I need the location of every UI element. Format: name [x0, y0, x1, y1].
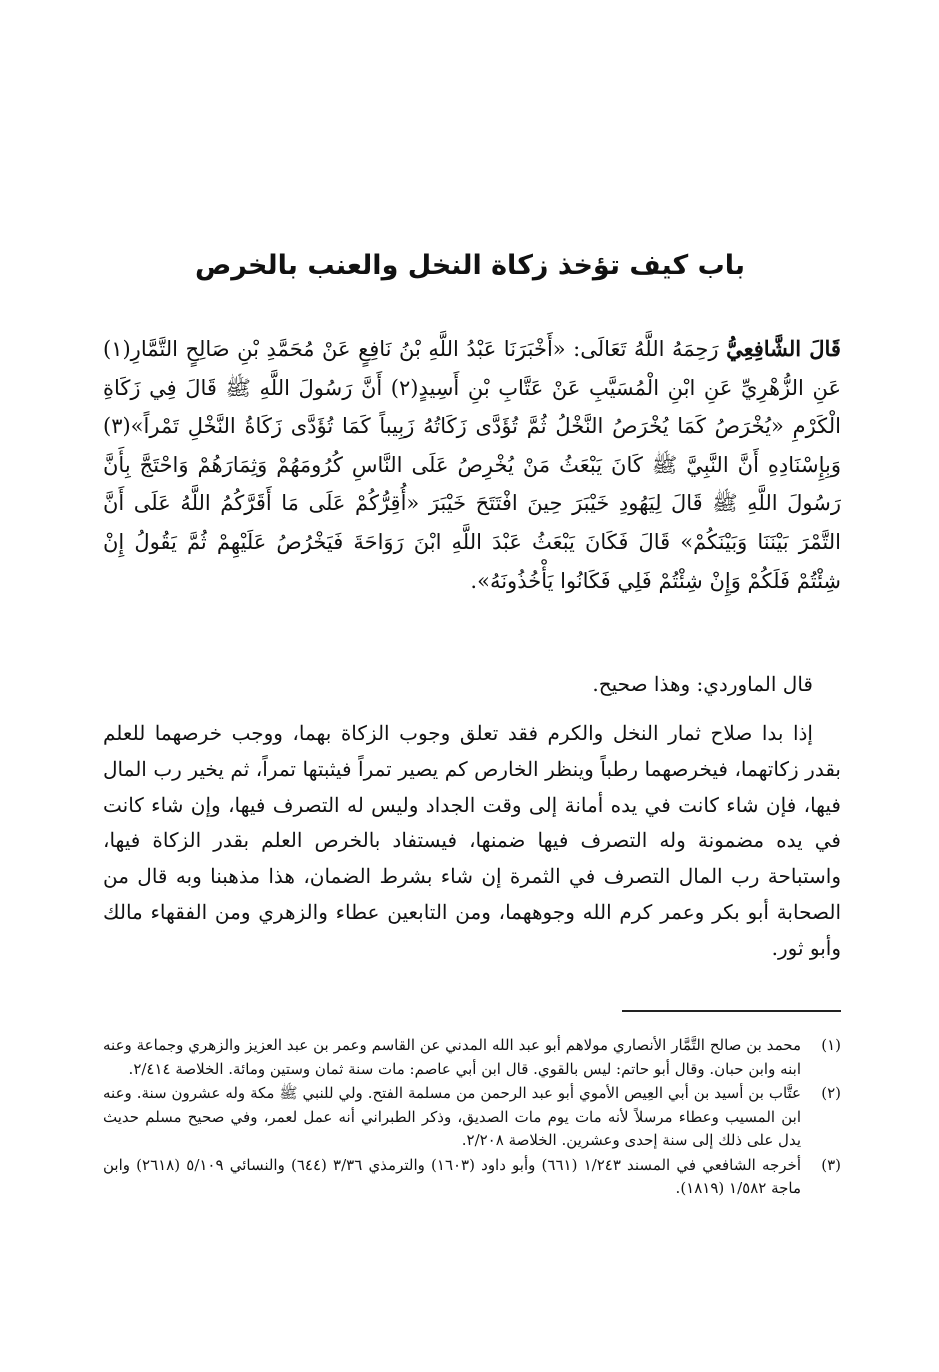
hadith-lead: قَالَ الشَّافِعِيُّ [726, 336, 841, 361]
footnotes [103, 1034, 841, 1202]
commentary-paragraph [103, 716, 841, 967]
footnote-text: عتَّاب بن أسيد بن أبي العِيص الأموي أبو عبد الرحمن من مسلمة الفتح. ولي للنبي ﷺ مكة وله عشرون سنة. وعنه ابن المسيب وعطاء مرسلاً لأنه مات يوم مات الصديق، وذكر الطبراني أنه عمل لعمر، وفي صحيح مسلم حديث يدل على ذلك إلى سنة إحدى وعشرين. الخلاصة ٢/٢٠٨. [103, 1084, 801, 1149]
commentary-text: إذا بدا صلاح ثمار النخل والكرم فقد تعلق وجوب الزكاة بهما، ووجب خرصهما للعلم بقدر زكاتهما، فيخرصهما رطباً وينظر الخارص كم يصير تمراً فيثبتها تمراً، ثم يخير رب المال فيها، فإن شاء كانت في يده أمانة إلى وقت الجداد وليس له التصرف فيها، وإن شاء كانت في يده مضمونة وله التصرف فيها ضمنها، فيستفاد بالخرص العلم بقدر الزكاة فيها، واستباحة رب المال التصرف في الثمرة إن شاء بشرط الضمان، هذا مذهبنا وبه قال من الصحابة أبو بكر وعمر كرم الله وجوههما، ومن التابعين عطاء والزهري ومن الفقهاء مالك وأبو ثور. [103, 721, 842, 960]
footnote-number: (١) [821, 1036, 841, 1054]
hadith-text: رَحِمَهُ اللَّهُ تَعَالَى: «أَخْبَرَنَا عَبْدُ اللَّهِ بْنُ نَافِعٍ عَنْ مُحَمَّدِ بْنِ صَالِحٍ التَّمَّارِ(١) عَنِ الزُّهْرِيِّ عَنِ ابْنِ الْمُسَيَّبِ عَنْ عَتَّابِ بْنِ أَسِيدٍ(٢) أَنَّ رَسُولَ اللَّهِ ﷺ قَالَ فِي زَكَاةِ الْكَرْمِ «يُخْرَصُ كَمَا يُخْرَصُ النَّخْلُ ثُمَّ تُؤَدَّى زَكَاتُهُ زَبِيباً كَمَا تُؤَدَّى زَكَاةُ النَّخْلِ تَمْراً»(٣) وَبِإِسْنَادِهِ أَنَّ النَّبِيَّ ﷺ كَانَ يَبْعَثُ مَنْ يُخْرِصُ عَلَى النَّاسِ كُرُومَهُمْ وَثِمَارَهُمْ وَاحْتَجَّ بِأَنَّ رَسُولَ اللَّهِ ﷺ قَالَ لِيَهُودِ خَيْبَرَ حِينَ افْتَتَحَ خَيْبَرَ «أُقِرُّكُمْ عَلَى مَا أَقَرَّكُمُ اللَّهُ عَلَى أَنَّ التَّمْرَ بَيْنَنَا وَبَيْنَكُمْ» قَالَ فَكَانَ يَبْعَثُ عَبْدَ اللَّهِ ابْنَ رَوَاحَةَ فَيَخْرُصُ عَلَيْهِمْ ثُمَّ يَقُولُ إِنْ شِئْتُمْ فَلَكُمْ وَإِنْ شِئْتُمْ فَلِي فَكَانُوا يَأْخُذُونَهُ». [103, 337, 841, 593]
footnote [103, 1082, 841, 1153]
chapter-title: باب كيف تؤخذ زكاة النخل والعنب بالخرص [194, 250, 746, 281]
hadith-paragraph [103, 330, 841, 600]
footnote [103, 1034, 841, 1081]
footnote-text: أخرجه الشافعي في المسند ١/٢٤٣ (٦٦١) وأبو داود (١٦٠٣) والترمذي ٣/٣٦ (٦٤٤) والنسائي ٥/١٠٩ (٢٦١٨) وابن ماجة ١/٥٨٢ (١٨١٩). [103, 1155, 801, 1197]
mawardi-statement [103, 666, 841, 702]
footnote-number: (٢) [821, 1084, 841, 1102]
footnote-text: محمد بن صالح التَّمَّار الأنصاري مولاهم أبو عبد الله المدني عن القاسم وعمر بن عبد العزيز والزهري وجماعة وعنه ابنه وابن حبان. وقال أبو حاتم: ليس بالقوي. قال ابن أبي عاصم: مات سنة ثمان وستين ومائة. الخلاصة ٢/٤١٤. [103, 1036, 801, 1078]
footnote-divider [622, 1010, 841, 1012]
mawardi-text: قال الماوردي: وهذا صحيح. [592, 672, 813, 696]
footnote-number: (٣) [821, 1155, 841, 1174]
footnote [103, 1154, 841, 1201]
